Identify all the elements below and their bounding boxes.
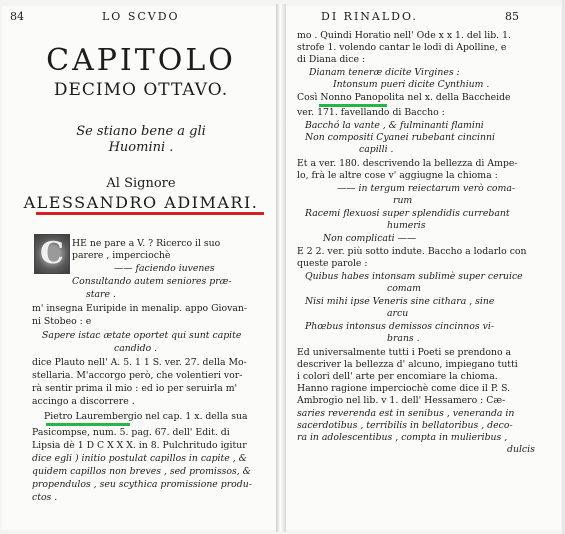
text-line: Non compositi Cyanei rubebant cincinni bbox=[305, 132, 495, 143]
text-line: propendulos , seu scythica promissione produ- bbox=[32, 479, 252, 490]
text-line: stellaria. M'accorgo però, che volentieri vor- bbox=[32, 370, 243, 381]
addressee-name: ALESSANDRO ADIMARI. bbox=[23, 193, 259, 212]
text-line: Bacchó la vante , & fulminanti flamini bbox=[305, 120, 484, 131]
text-line: sacerdotibus , terribilis in bellatoribus , deco- bbox=[297, 420, 513, 431]
text-line: stare . bbox=[86, 289, 116, 300]
text-line: Quibus habes intonsam sublimè super ceruice bbox=[305, 271, 523, 282]
text-line: ver. 171. favellando di Baccho : bbox=[297, 107, 445, 118]
text-line: Lipsia dè 1 D C X X X. in 8. Pulchritudo igitur bbox=[32, 440, 247, 451]
text-line: capilli . bbox=[359, 144, 394, 155]
chapter-subtitle: DECIMO OTTAVO. bbox=[53, 80, 229, 100]
text-line: parere , imperciochè bbox=[72, 250, 171, 261]
text-line: ni Stobeo : e bbox=[32, 316, 92, 327]
text-line: —— in tergum reiectarum verò coma- bbox=[337, 183, 516, 194]
addressee-prefix: Al Signore bbox=[106, 176, 176, 191]
text-line: rum bbox=[393, 195, 413, 206]
text-line: ra in adolescentibus , compta in mulieribus , bbox=[297, 432, 508, 443]
text-line: dulcis bbox=[507, 444, 535, 455]
text-line: Ambrogio nel lib. v 1. dell' Hessamero : Cæ- bbox=[297, 395, 506, 406]
drop-cap: C bbox=[34, 234, 70, 274]
text-line: —— faciendo iuvenes bbox=[114, 263, 215, 274]
summary-line-2: Huomini . bbox=[108, 140, 174, 155]
text-line: Phœbus intonsus demissos cincinnos vi- bbox=[305, 321, 494, 332]
text-line: E 2 2. ver. più sotto indute. Baccho a lodarlo con bbox=[297, 246, 527, 257]
text-line: quidem capillos non breves , sed promissos, & bbox=[32, 466, 251, 477]
text-line: Pietro Laurembergio nel cap. 1 x. della sua bbox=[44, 411, 248, 422]
left-page-number: 84 bbox=[10, 10, 24, 23]
left-running-head: LO SCVDO bbox=[102, 10, 180, 23]
text-line: Pasicompse, num. 5. pag. 67. dell' Edit. di bbox=[32, 427, 230, 438]
text-line: m' insegna Euripide in menalip. appo Giovan- bbox=[32, 303, 248, 314]
text-line: comam bbox=[387, 283, 421, 294]
summary-line-1: Se stiano bene a gli bbox=[76, 124, 206, 139]
text-line: accingo a discorrere . bbox=[32, 396, 135, 407]
right-running-head: DI RINALDO. bbox=[321, 10, 418, 23]
text-line: Consultando autem seniores præ- bbox=[72, 276, 232, 287]
text-line: Ed universalmente tutti i Poeti se prendono a bbox=[297, 347, 512, 358]
text-line: Così Nonno Panopolita nel x. della Baccheide bbox=[297, 92, 511, 103]
text-line: descriver la bellezza d' alcuno, impiegano tutti bbox=[297, 359, 518, 370]
text-line: arcu bbox=[387, 308, 409, 319]
text-line: Hanno ragione imperciochè come dice il P. S. bbox=[297, 383, 511, 394]
text-line: i colori dell' arte per encomiare la chioma. bbox=[297, 371, 498, 382]
text-line: brans . bbox=[387, 333, 420, 344]
text-line: Dianam teneræ dicite Virgines : bbox=[309, 67, 460, 78]
text-line: saries reverenda est in senibus , veneranda in bbox=[297, 408, 515, 419]
text-line: di Diana dice : bbox=[297, 54, 366, 65]
chapter-title: CAPITOLO bbox=[46, 43, 236, 78]
text-line: queste parole : bbox=[297, 258, 368, 269]
text-line: dice Plauto nell' A. 5. 1 1 S. ver. 27. della Mo- bbox=[32, 357, 247, 368]
red-underline-addressee bbox=[36, 212, 264, 215]
left-page bbox=[2, 6, 280, 530]
text-line: Non complicati —— bbox=[323, 233, 417, 244]
text-line: rà sentir prima il mio : ed io per seruirla m' bbox=[32, 383, 238, 394]
text-line: lo, frà le altre cose v' aggiugne la chioma : bbox=[297, 170, 498, 181]
right-page bbox=[283, 6, 561, 530]
text-line: mo . Quindi Horatio nell' Ode x x 1. del lib. 1. bbox=[297, 30, 511, 41]
text-line: Nisi mihi ipse Veneris sine cithara , sine bbox=[305, 296, 495, 307]
text-line: dice egli ) initio postulat capillos in capite , & bbox=[32, 453, 247, 464]
text-line: Et a ver. 180. descrivendo la bellezza di Ampe- bbox=[297, 158, 518, 169]
text-line: Intonsum pueri dicite Cynthium . bbox=[333, 79, 490, 90]
text-line: candido . bbox=[114, 343, 158, 354]
text-line: Racemi flexuosi super splendidis currebant bbox=[305, 208, 510, 219]
text-line: ctos . bbox=[32, 492, 58, 503]
right-page-number: 85 bbox=[505, 10, 519, 23]
text-line: humeris bbox=[387, 220, 426, 231]
text-line: Sapere istac ætate oportet qui sunt capite bbox=[42, 330, 242, 341]
green-underline-author bbox=[46, 423, 130, 426]
book-gutter bbox=[276, 4, 286, 532]
text-line: HE ne pare a V. ? Ricerco il suo bbox=[72, 238, 221, 249]
text-line: strofe 1. volendo cantar le lodi di Apolline, e bbox=[297, 42, 507, 53]
